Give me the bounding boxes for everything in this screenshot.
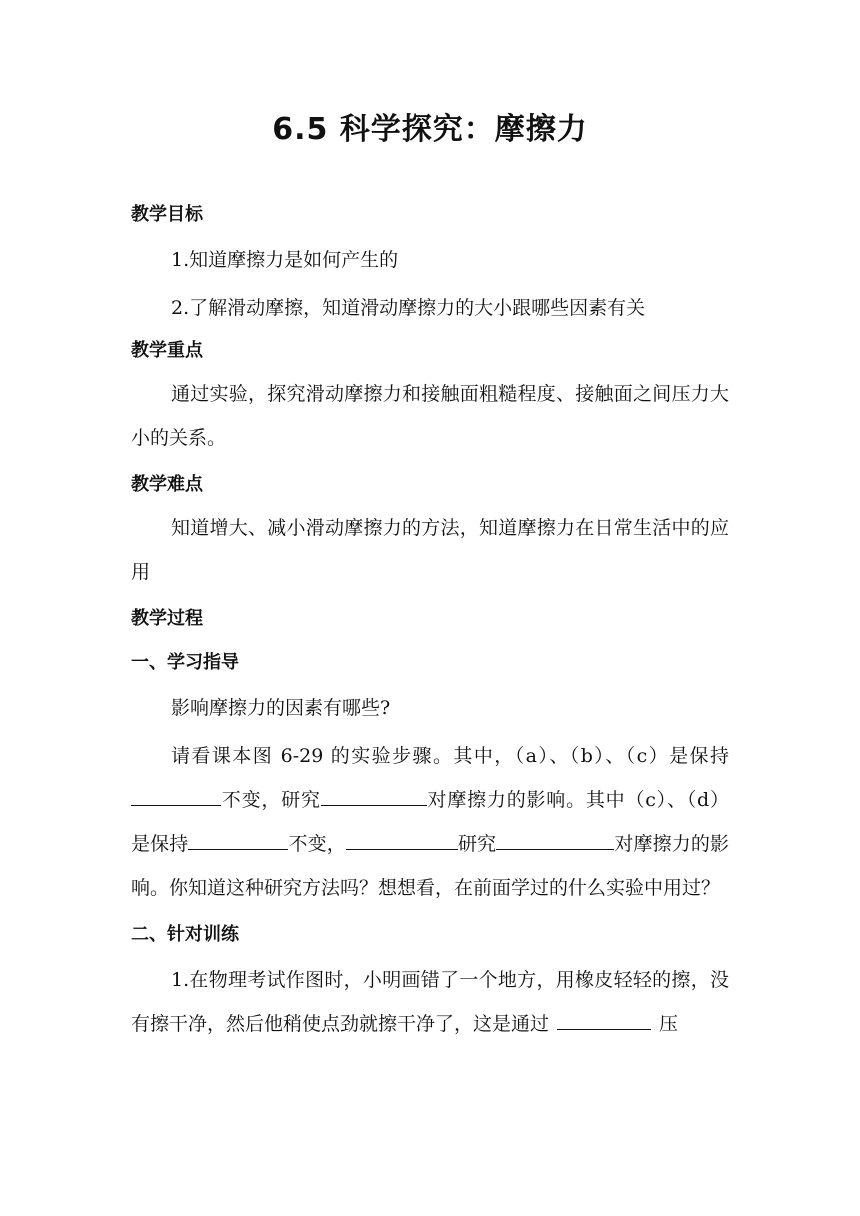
fill-blank-2[interactable] [321, 785, 427, 806]
part1-question: 影响摩擦力的因素有哪些? [171, 697, 391, 719]
part2-q1-text-b: 压 [659, 1013, 679, 1035]
document-body [131, 200, 729, 1046]
part1-heading: 一、学习指导 [131, 652, 239, 673]
fill-blank-4[interactable] [346, 829, 458, 850]
part1-paragraph [131, 734, 729, 910]
fill-blank-3[interactable] [188, 829, 288, 850]
teaching-goals-heading: 教学目标 [131, 204, 203, 225]
part2-heading: 二、针对训练 [131, 924, 239, 945]
goal-item-2: 2.了解滑动摩擦，知道滑动摩擦力的大小跟哪些因素有关 [171, 297, 646, 319]
teaching-focus-heading: 教学重点 [131, 340, 203, 361]
part2-question-1 [131, 958, 729, 1046]
fill-blank-6[interactable] [557, 1009, 651, 1030]
part1-text-f: 对摩擦力的影响。你知道这种研究方法吗？想想看，在前面学过的什么实验中用过？ [131, 833, 729, 899]
part1-text-a: 请看课本图 6-29 的实验步骤。其中，（a）、（b）、（c）是保持 [171, 745, 729, 767]
part1-text-d: 不变， [288, 833, 346, 855]
goal-item-1: 1.知道摩擦力是如何产生的 [171, 249, 399, 271]
page-title: 6.5 科学探究：摩擦力 [272, 112, 588, 147]
part1-text-c: 对摩擦力的影响。其中（c）、（d）是保持 [131, 789, 729, 855]
fill-blank-5[interactable] [496, 829, 614, 850]
part2-q1-text-a: 1.在物理考试作图时，小明画错了一个地方，用橡皮轻轻的擦，没有擦干净，然后他稍使点劲就擦干净了，这是通过 [131, 969, 729, 1035]
teaching-focus-text: 通过实验，探究滑动摩擦力和接触面粗糙程度、接触面之间压力大小的关系。 [131, 383, 729, 449]
teaching-difficulty-heading: 教学难点 [131, 474, 203, 495]
fill-blank-1[interactable] [131, 785, 221, 806]
part1-text-e: 研究 [457, 833, 497, 855]
teaching-process-heading: 教学过程 [131, 608, 203, 629]
part1-text-b: 不变，研究 [221, 789, 321, 811]
teaching-difficulty-text: 知道增大、减小滑动摩擦力的方法，知道摩擦力在日常生活中的应用 [131, 517, 729, 583]
